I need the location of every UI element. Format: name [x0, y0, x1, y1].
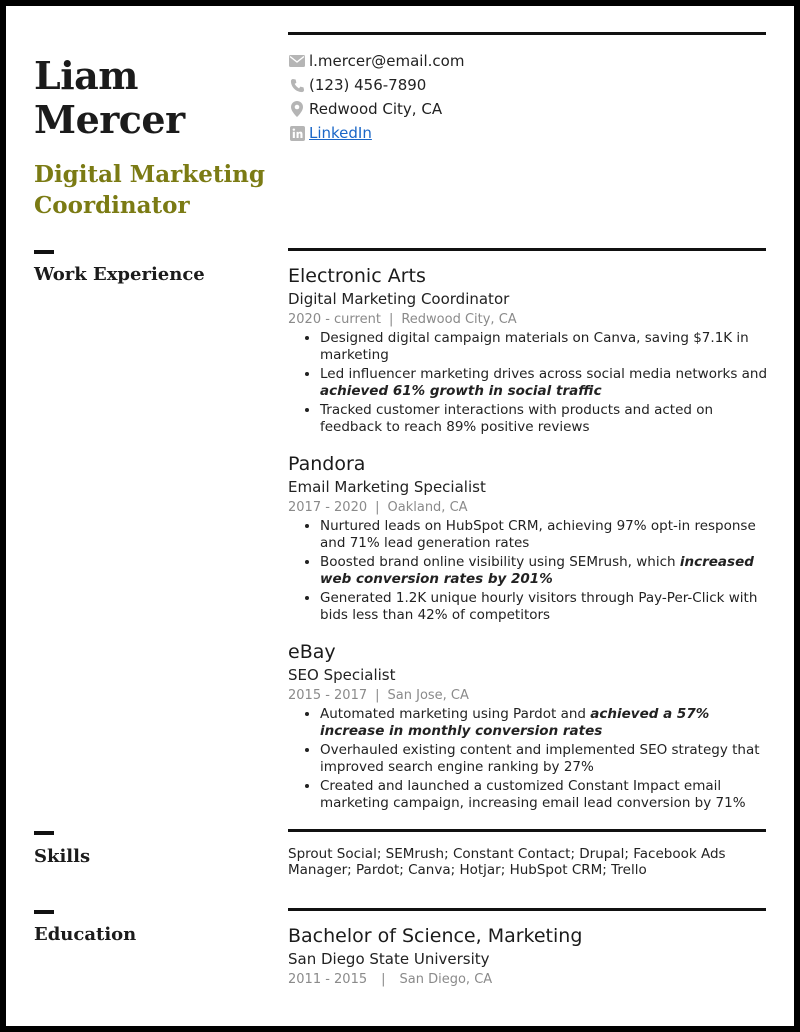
education-divider	[288, 908, 766, 911]
job-title: Digital Marketing Coordinator	[288, 290, 510, 308]
job-bullet: • Generated 1.2K unique hourly visitors through Pay-Per-Click with bids less than 42% of competitors	[320, 590, 768, 624]
meta-separator: |	[375, 500, 380, 515]
contact-email	[288, 49, 464, 73]
contact-block	[288, 49, 464, 145]
company-name: Pandora	[288, 453, 366, 475]
education-heading: Education	[34, 924, 137, 945]
job-bullet: • Designed digital campaign materials on Canva, saving $7.1K in marketing	[320, 330, 768, 364]
resume-page	[6, 6, 794, 1026]
meta-separator: |	[388, 312, 394, 327]
top-divider	[288, 32, 766, 35]
skills-list: Sprout Social; SEMrush; Constant Contact; Drupal; Facebook Ads Manager; Pardot; Canva; Hotjar; HubSpot CRM; Trello	[288, 846, 726, 878]
location-text: Redwood City, CA	[309, 100, 443, 118]
company-name: Electronic Arts	[288, 265, 426, 287]
job-title: Email Marketing Specialist	[288, 478, 486, 496]
first-name: Liam	[34, 53, 138, 98]
meta-separator: |	[375, 688, 380, 703]
linkedin-icon	[288, 124, 306, 142]
job-entry	[288, 452, 768, 626]
skills-divider	[288, 829, 766, 832]
company-name: eBay	[288, 641, 336, 663]
job-entry	[288, 640, 768, 814]
job-location: San Jose, CA	[387, 688, 469, 703]
last-name: Mercer	[34, 97, 185, 142]
contact-location	[288, 97, 464, 121]
job-bullet: • Tracked customer interactions with products and acted on feedback to reach 89% positive reviews	[320, 402, 768, 436]
education-meta	[288, 970, 768, 990]
job-dates: 2020 - current	[288, 312, 381, 327]
job-bullets	[288, 518, 768, 624]
job-bullet: • Nurtured leads on HubSpot CRM, achieving 97% opt-in response and 71% lead generation rates	[320, 518, 768, 552]
phone-icon	[288, 76, 306, 94]
job-location: Redwood City, CA	[401, 312, 517, 327]
work-experience-heading: Work Experience	[34, 264, 205, 285]
education-entry	[288, 924, 768, 990]
candidate-name	[34, 54, 185, 142]
skills-heading: Skills	[34, 846, 91, 867]
contact-linkedin	[288, 121, 464, 145]
envelope-icon	[288, 52, 306, 70]
email-text[interactable]: l.mercer@email.com	[309, 52, 465, 70]
job-meta	[288, 498, 768, 518]
phone-text: (123) 456-7890	[309, 76, 427, 94]
contact-phone	[288, 73, 464, 97]
meta-separator: |	[381, 972, 386, 987]
school-name: San Diego State University	[288, 950, 490, 968]
job-bullets	[288, 330, 768, 436]
job-bullet: • Created and launched a customized Constant Impact email marketing campaign, increasing email lead conversion by 71%	[320, 778, 768, 812]
job-bullet: • Boosted brand online visibility using SEMrush, which increased web conversion rates by 201%	[320, 554, 768, 588]
job-bullet: • Overhauled existing content and implemented SEO strategy that improved search engine ranking by 27%	[320, 742, 768, 776]
job-location: Oakland, CA	[387, 500, 468, 515]
job-title: SEO Specialist	[288, 666, 396, 684]
job-dates: 2015 - 2017	[288, 688, 368, 703]
education-dates: 2011 - 2015	[288, 972, 368, 987]
job-meta	[288, 686, 768, 706]
candidate-role: Digital Marketing Coordinator	[34, 161, 265, 219]
work-section-marker	[34, 250, 54, 254]
job-dates: 2017 - 2020	[288, 500, 368, 515]
job-bullet: • Automated marketing using Pardot and achieved a 57% increase in monthly conversion rates	[320, 706, 768, 740]
job-bullet: • Led influencer marketing drives across social media networks and achieved 61% growth in social traffic	[320, 366, 768, 400]
skills-section-marker	[34, 831, 54, 835]
job-bullets	[288, 706, 768, 812]
education-location: San Diego, CA	[399, 972, 493, 987]
linkedin-link[interactable]: LinkedIn	[309, 124, 372, 142]
job-meta	[288, 310, 768, 330]
work-divider	[288, 248, 766, 251]
location-pin-icon	[288, 100, 306, 118]
job-entry	[288, 264, 768, 438]
degree: Bachelor of Science, Marketing	[288, 925, 583, 947]
education-section-marker	[34, 910, 54, 914]
